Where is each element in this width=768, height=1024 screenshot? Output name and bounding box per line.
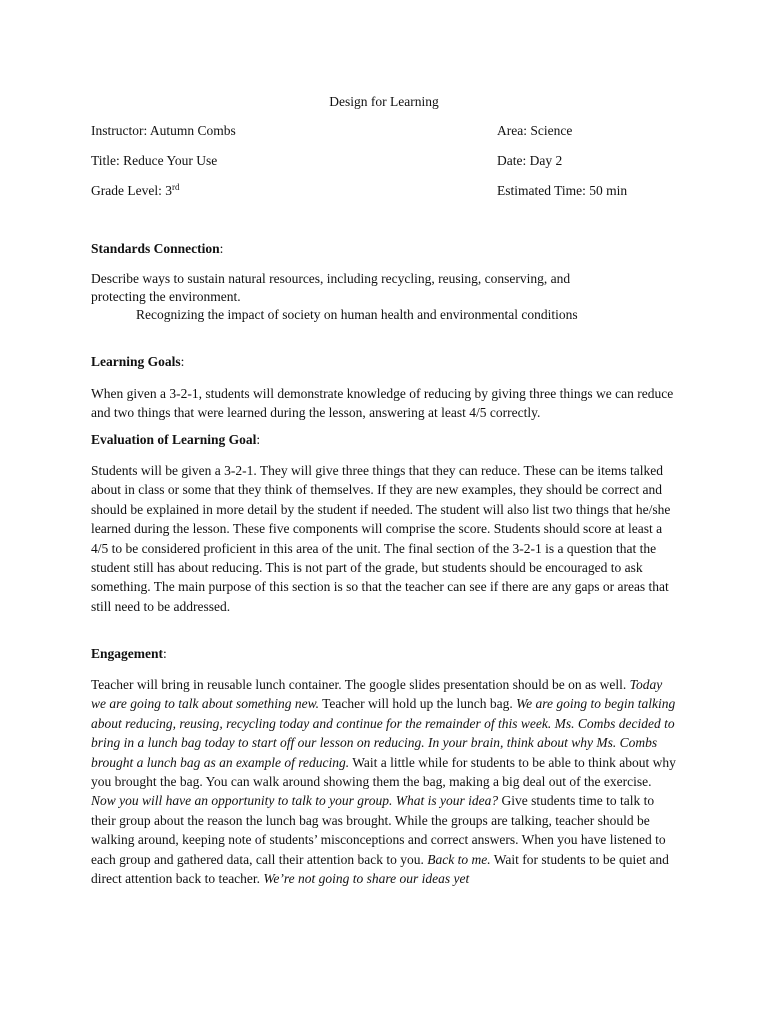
engagement-script-2: We are going to begin talking about reducing, reusing, recycling today and continue for the remainder of this week. Ms. Combs decided to bring in a lunch bag today to start off our lesson on reducing. In your brain, think about why Ms. Combs brought a lunch bag as an example of reducing. [91, 696, 676, 770]
learning-goals-text: When given a 3-2-1, students will demonstrate knowledge of reducing by giving three things we can reduce and two things that were learned during the lesson, answering at least 4/5 correctly. [91, 386, 674, 421]
evaluation-heading: Evaluation of Learning Goal: [91, 432, 261, 447]
area-field: Area: Science [497, 123, 573, 138]
instructor-field: Instructor: Autumn Combs [91, 123, 236, 138]
grade-level-superscript: rd [171, 182, 180, 192]
standards-text [91, 270, 676, 324]
lesson-title-field: Title: Reduce Your Use [91, 153, 218, 168]
grade-level-field [91, 183, 179, 199]
learning-goals-heading: Learning Goals: [91, 354, 185, 369]
engagement-text: Teacher will bring in reusable lunch container. The google slides presentation should be on as well. Today we are going to talk about something new. Teacher will hold up the lunch bag. We are going to begin talking about reducing, reusing, recycling today and continue for the remainder of this week. Ms. Combs decided to bring in a lunch bag today to start off our lesson on reducing. In your brain, think about why Ms. Combs brought a lunch bag as an example of reducing. Wait a little while for students to be able to think about why you brought the bag. You can walk around showing them the bag, making a big deal out of the exercise. Now you will have an opportunity to talk to your group. What is your idea? Give students time to talk to their group about the reason the lunch bag was brought. While the groups are talking, teacher should be walking around, keeping note of students’ misconceptions and correct answers. When you have listened to each group and gathered data, call their attention back to you. Back to me. Wait for students to be quiet and direct attention back to teacher. We’re not going to share our ideas yet [91, 677, 676, 887]
grade-level-text: Grade Level: 3 [91, 183, 172, 198]
engagement-heading: Engagement: [91, 646, 167, 661]
estimated-time-field: Estimated Time: 50 min [497, 183, 628, 198]
evaluation-text: Students will be given a 3-2-1. They will give three things that they can reduce. These can be items talked about in class or some that they think of themselves. If they are new examples, they should be correct and should be explained in more detail by the student if needed. The student will also list two things that he/she learned during the lesson. These five components will comprise the score. Students should score at least a 4/5 to be considered proficient in this area of the unit. The final section of the 3-2-1 is a question that the student still has about reducing. This is not part of the grade, but students should be encouraged to ask something. The main purpose of this section is so that the teacher can see if there are any gaps or areas that still need to be addressed. [91, 463, 671, 614]
standards-line-3: Recognizing the impact of society on human health and environmental conditions [136, 307, 578, 322]
engagement-script-4: Back to me. [427, 851, 491, 867]
header-row-instructor [91, 123, 651, 141]
standards-line-1: Describe ways to sustain natural resources, including recycling, reusing, conserving, and [91, 271, 571, 286]
document-title: Design for Learning [329, 94, 439, 109]
engagement-script-5: We’re not going to share our ideas yet [263, 871, 470, 887]
date-field: Date: Day 2 [497, 153, 563, 168]
header-row-grade [91, 183, 651, 201]
standards-heading: Standards Connection: [91, 241, 224, 256]
standards-line-2: protecting the environment. [91, 289, 241, 304]
engagement-script-1: Today we are going to talk about something new. [91, 677, 663, 712]
header-row-title [91, 153, 651, 171]
engagement-script-3: Now you will have an opportunity to talk to your group. What is your idea? [91, 793, 499, 809]
